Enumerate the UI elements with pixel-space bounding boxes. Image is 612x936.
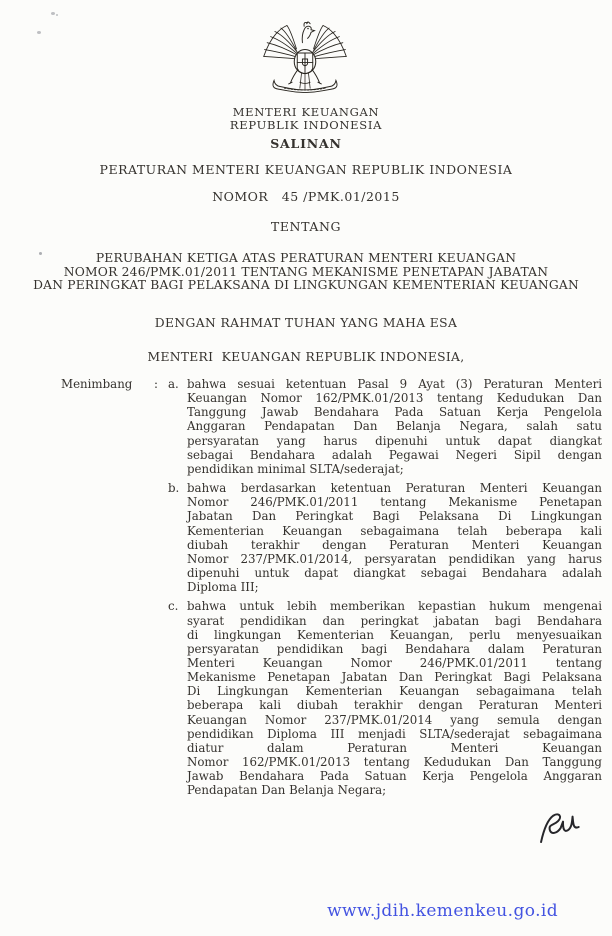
item-lines <box>187 377 602 476</box>
scan-speck <box>51 12 55 15</box>
considering-colon: : <box>154 377 158 391</box>
regulation-heading: PERATURAN MENTERI KEUANGAN REPUBLIK INDONESIA <box>99 162 513 177</box>
text-line: syarat pendidikan dan peringkat jabatan bagi Bendahara <box>187 613 602 628</box>
ministry-header <box>0 106 612 132</box>
item-marker: c. <box>168 599 179 614</box>
considering-item-c <box>168 599 602 797</box>
considering-items <box>168 377 602 798</box>
item-lines <box>187 481 602 594</box>
regulation-subject <box>0 252 612 293</box>
text-line: bahwa berdasarkan ketentuan Peraturan Menteri Keuangan <box>187 481 602 496</box>
copy-stamp-label: SALINAN <box>270 136 342 151</box>
invocation-line: DENGAN RAHMAT TUHAN YANG MAHA ESA <box>154 316 458 330</box>
scan-speck <box>37 31 41 34</box>
text-line: persyaratan pendidikan bagi Bendahara dalam Peraturan <box>187 641 602 656</box>
regulation-number: NOMOR 45 /PMK.01/2015 <box>212 189 400 204</box>
text-line: beberapa kali diubah terakhir dengan Peraturan Menteri <box>187 698 602 713</box>
item-marker: a. <box>168 377 179 391</box>
ministry-country: REPUBLIK INDONESIA <box>229 118 383 132</box>
subject-line: DAN PERINGKAT BAGI PELAKSANA DI LINGKUNGAN KEMENTERIAN KEUANGAN <box>33 278 579 293</box>
text-line: bahwa untuk lebih memberikan kepastian hukum mengenai <box>187 599 602 614</box>
text-line: Tanggung Jawab Bendahara Pada Satuan Kerja Pengelola <box>187 405 602 420</box>
item-lines <box>187 599 602 797</box>
text-line: Nomor 246/PMK.01/2011 tentang Mekanisme Penetapan <box>187 495 602 510</box>
text-line: Di Lingkungan Kementerian Keuangan sebagaimana telah <box>187 684 602 699</box>
authority-line: MENTERI KEUANGAN REPUBLIK INDONESIA, <box>147 350 465 364</box>
text-line: Jawab Bendahara Pada Satuan Kerja Pengelola Anggaran <box>187 769 602 784</box>
text-line: di lingkungan Kementerian Keuangan, perlu menyesuaikan <box>187 627 602 642</box>
text-line: Diploma III; <box>187 580 259 595</box>
considering-item-a <box>168 377 602 476</box>
considering-item-b <box>168 481 602 594</box>
text-line: pendidikan Diploma III menjadi SLTA/sederajat sebagaimana <box>187 726 602 741</box>
considering-section <box>61 377 602 798</box>
considering-label: Menimbang <box>61 377 133 391</box>
footer-website-url: www.jdih.kemenkeu.go.id <box>327 901 558 921</box>
text-line: Menteri Keuangan Nomor 246/PMK.01/2011 tentang <box>187 655 602 670</box>
scan-speck <box>56 14 58 16</box>
subject-line: PERUBAHAN KETIGA ATAS PERATURAN MENTERI KEUANGAN <box>95 251 517 265</box>
subject-line: NOMOR 246/PMK.01/2011 TENTANG MEKANISME PENETAPAN JABATAN <box>63 264 549 279</box>
text-line: Keuangan Nomor 162/PMK.01/2013 tentang Kedudukan Dan <box>187 391 602 406</box>
text-line: Mekanisme Penetapan Jabatan Dan Peringkat Bagi Pelaksana <box>187 670 602 685</box>
text-line: Anggaran Pendapatan Dan Belanja Negara, salah satu <box>187 419 602 434</box>
garuda-pancasila-emblem-icon <box>262 16 348 102</box>
text-line: Jabatan Dan Peringkat Bagi Pelaksana Di Lingkungan <box>187 509 602 524</box>
about-label: TENTANG <box>270 219 342 234</box>
text-line: Nomor 162/PMK.01/2013 tentang Kedudukan Dan Tanggung <box>187 755 602 770</box>
text-line: Keuangan Nomor 237/PMK.01/2014 yang semula dengan <box>187 712 602 727</box>
text-line: pendidikan minimal SLTA/sederajat; <box>187 461 404 476</box>
text-line: Nomor 237/PMK.01/2014, persyaratan pendidikan yang harus <box>187 551 602 566</box>
text-line: diubah terakhir dengan Peraturan Menteri Keuangan <box>187 537 602 552</box>
text-line: diatur dalam Peraturan Menteri Keuangan <box>187 740 602 755</box>
handwritten-initial <box>533 802 586 861</box>
text-line: persyaratan yang harus dipenuhi untuk dapat diangkat <box>187 433 602 448</box>
text-line: Pendapatan Dan Belanja Negara; <box>187 783 387 798</box>
text-line: dipenuhi untuk dapat diangkat sebagai Bendahara adalah <box>187 566 602 581</box>
text-line: sebagai Bendahara adalah Pegawai Negeri Sipil dengan <box>187 447 602 462</box>
text-line: bahwa sesuai ketentuan Pasal 9 Ayat (3) Peraturan Menteri <box>187 377 602 391</box>
item-marker: b. <box>168 481 180 496</box>
ministry-name: MENTERI KEUANGAN <box>232 105 380 119</box>
text-line: Kementerian Keuangan sebagaimana telah beberapa kali <box>187 523 602 538</box>
